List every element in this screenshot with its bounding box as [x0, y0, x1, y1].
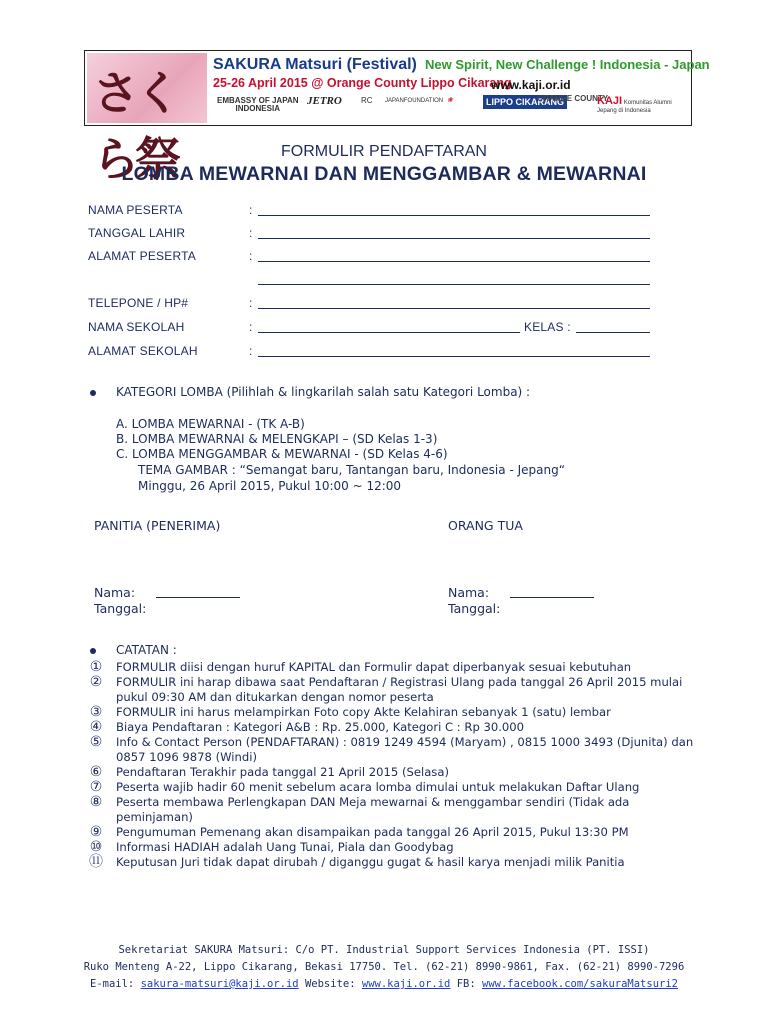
note-number: ⑪ [89, 854, 103, 870]
website-link[interactable]: www.kaji.or.id [361, 978, 451, 990]
note-number: ⑥ [89, 764, 103, 780]
alamat-sekolah-field[interactable] [258, 356, 650, 357]
colon: : [249, 344, 253, 358]
tanggal-lahir-field[interactable] [258, 238, 650, 239]
tema-gambar: TEMA GAMBAR : “Semangat baru, Tantangan baru, Indonesia - Jepang“ [138, 463, 565, 477]
bullet-icon [90, 648, 96, 654]
orang-tua-label: ORANG TUA [448, 518, 523, 533]
note-item: FORMULIR diisi dengan huruf KAPITAL dan Formulir dapat diperbanyak sesuai kebutuhan [116, 660, 632, 674]
note-number: ⑤ [89, 734, 103, 750]
note-number: ⑨ [89, 824, 103, 840]
alamat-peserta-field[interactable] [258, 261, 650, 262]
kategori-c[interactable]: C. LOMBA MENGGAMBAR & MEWARNAI - (SD Kelas 4-6) [116, 447, 448, 461]
sponsor-logo: ❀ [447, 97, 453, 104]
note-item: Peserta membawa Perlengkapan DAN Meja mewarnai & menggambar sendiri (Tidak ada peminjaman) [116, 795, 630, 824]
label-kelas: KELAS : [524, 320, 571, 334]
label-tanggal-lahir: TANGGAL LAHIR [88, 226, 186, 240]
label-nama-sekolah: NAMA SEKOLAH [88, 320, 185, 334]
kaji-logo: KAJI Komunitas Alumni Jepang di Indonesia [597, 95, 672, 114]
orang-tua-nama-field[interactable] [510, 597, 594, 598]
kategori-heading: KATEGORI LOMBA (Pilihlah & lingkarilah salah satu Kategori Lomba) : [116, 385, 531, 399]
orang-tua-nama-label: Nama: [448, 585, 490, 600]
alamat-peserta-field-line2[interactable] [258, 284, 650, 285]
note-number: ⑦ [89, 779, 103, 795]
sakura-logo-text: さくら祭 [93, 66, 177, 186]
note-item: Biaya Pendaftaran : Kategori A&B : Rp. 25.000, Kategori C : Rp 30.000 [116, 720, 525, 734]
colon: : [249, 296, 253, 310]
japan-foundation-logo: JAPANFOUNDATION [385, 98, 444, 104]
jadwal: Minggu, 26 April 2015, Pukul 10:00 ~ 12:00 [138, 479, 402, 493]
note-number: ④ [89, 719, 103, 735]
note-item: Keputusan Juri tidak dapat dirubah / diganggu gugat & hasil karya menjadi milik Panitia [116, 855, 625, 869]
colon: : [249, 320, 253, 334]
note-number: ② [89, 674, 103, 690]
kategori-b[interactable]: B. LOMBA MEWARNAI & MELENGKAPI – (SD Kelas 1-3) [116, 432, 438, 446]
label-alamat-sekolah: ALAMAT SEKOLAH [88, 344, 198, 358]
nama-peserta-field[interactable] [258, 215, 650, 216]
embassy-logo: EMBASSY OF JAPAN INDONESIA [217, 96, 299, 113]
orange-county-logo: ORANGE COUNTY [537, 94, 609, 103]
note-item: Pengumuman Pemenang akan disampaikan pada tanggal 26 April 2015, Pukul 13:30 PM [116, 825, 629, 839]
note-item: Informasi HADIAH adalah Uang Tunai, Piala dan Goodybag [116, 840, 454, 854]
form-label: FORMULIR PENDAFTARAN [281, 143, 487, 160]
lippo-cikarang-logo: LIPPO CIKARANG [483, 95, 567, 109]
rc-logo: RC [361, 96, 373, 105]
panitia-label: PANITIA (PENERIMA) [94, 518, 221, 533]
panitia-nama-label: Nama: [94, 585, 136, 600]
facebook-link[interactable]: www.facebook.com/sakuraMatsuri2 [482, 978, 678, 990]
bullet-icon [90, 390, 96, 396]
kelas-field[interactable] [576, 332, 650, 333]
footer-secretariat: Sekretariat SAKURA Matsuri: C/o PT. Industrial Support Services Indonesia (PT. ISSI) [118, 944, 650, 956]
footer-address: Ruko Menteng A-22, Lippo Cikarang, Bekasi 17750. Tel. (62-21) 8990-9861, Fax. (62-21) 8990-7296 [83, 961, 685, 973]
note-item: Peserta wajib hadir 60 menit sebelum acara lomba dimulai untuk melakukan Daftar Ulang [116, 780, 640, 794]
note-item: FORMULIR ini harus melampirkan Foto copy Akte Kelahiran sebanyak 1 (satu) lembar [116, 705, 611, 719]
note-item: Pendaftaran Terakhir pada tanggal 21 April 2015 (Selasa) [116, 765, 449, 779]
website-label: Website: [304, 978, 356, 990]
footer-contacts [0, 978, 768, 990]
note-number: ③ [89, 704, 103, 720]
colon: : [249, 226, 253, 240]
note-number: ⑧ [89, 794, 103, 810]
note-number: ① [89, 659, 103, 675]
panitia-tanggal-label: Tanggal: [94, 601, 147, 616]
note-item: Info & Contact Person (PENDAFTARAN) : 0819 1249 4594 (Maryam) , 0815 1000 3493 (Djunita) dan 0857 1096 9878 (Windi) [116, 735, 694, 764]
banner-title: SAKURA Matsuri (Festival) [213, 56, 417, 73]
nama-sekolah-field[interactable] [258, 332, 520, 333]
colon: : [249, 249, 253, 263]
colon: : [249, 203, 253, 217]
note-number: ⑩ [89, 839, 103, 855]
email-label: E-mail: [90, 978, 135, 990]
telepone-field[interactable] [258, 308, 650, 309]
label-telepone: TELEPONE / HP# [88, 296, 189, 310]
banner-slogan: New Spirit, New Challenge ! Indonesia - Japan [425, 57, 710, 72]
panitia-nama-field[interactable] [156, 597, 240, 598]
label-nama-peserta: NAMA PESERTA [88, 203, 183, 217]
jetro-logo: JETRO [307, 95, 342, 107]
orang-tua-tanggal-label: Tanggal: [448, 601, 501, 616]
email-link[interactable]: sakura-matsuri@kaji.or.id [140, 978, 299, 990]
label-alamat-peserta: ALAMAT PESERTA [88, 249, 196, 263]
banner-date-venue: 25-26 April 2015 @ Orange County Lippo Cikarang [213, 76, 512, 90]
kategori-a[interactable]: A. LOMBA MEWARNAI - (TK A-B) [116, 417, 305, 431]
note-item: FORMULIR ini harap dibawa saat Pendaftaran / Registrasi Ulang pada tanggal 26 April 2015 mulai pukul 09:30 AM dan ditukarkan dengan nomor peserta [116, 675, 683, 704]
fb-label: FB: [456, 978, 476, 990]
banner-url: www.kaji.or.id [491, 78, 571, 92]
catatan-heading: CATATAN : [116, 643, 177, 657]
contest-title: LOMBA MEWARNAI DAN MENGGAMBAR & MEWARNAI [121, 163, 647, 185]
sakura-logo [87, 53, 207, 186]
